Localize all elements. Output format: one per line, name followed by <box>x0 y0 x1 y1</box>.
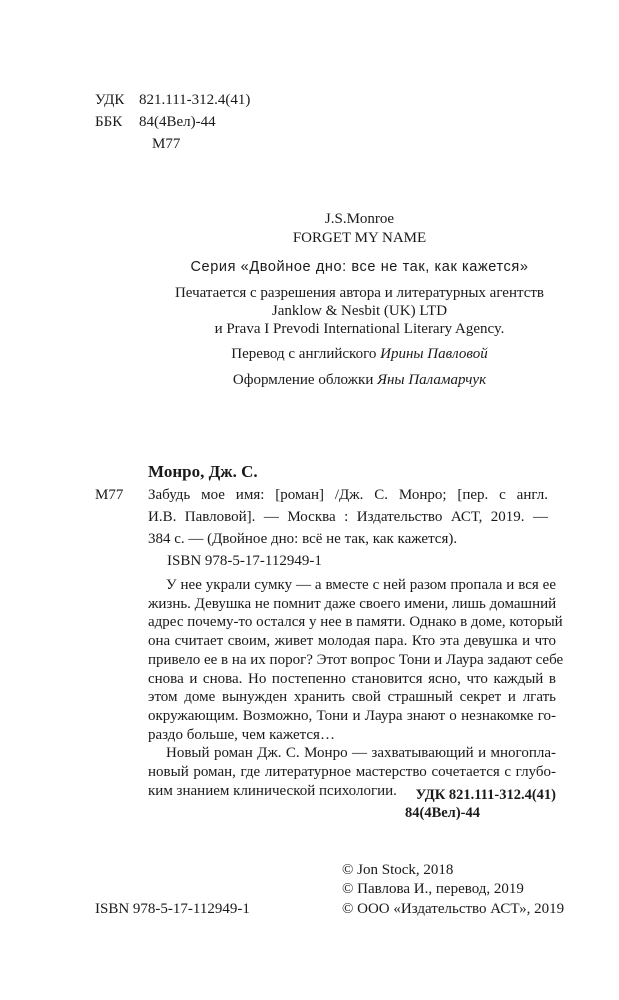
cover-credit <box>100 371 619 390</box>
annotation-line: жизнь. Девушка не помнит даже своего имени, лишь домашний <box>148 595 557 612</box>
annotation-line: окружающим. Возможно, Тони и Лаура знают о незнакомке го- <box>148 707 556 724</box>
original-author: J.S.Monroe <box>324 211 395 227</box>
udk-bottom: УДК 821.111-312.4(41) <box>415 787 556 803</box>
translation-credit <box>100 345 619 364</box>
bbk-value: 84(4Вел)-44 <box>139 114 216 130</box>
bbk-bottom: 84(4Вел)-44 <box>405 805 480 821</box>
udk-code <box>95 91 250 110</box>
catalog-author-heading: Монро, Дж. С. <box>148 462 258 481</box>
udk-value: 821.111-312.4(41) <box>139 92 251 108</box>
annotation-line: Новый роман Дж. С. Монро — захватывающий и многопла- <box>166 745 556 762</box>
bbk-code <box>95 113 216 132</box>
isbn-bottom: ISBN 978-5-17-112949-1 <box>95 901 250 917</box>
annotation-line: привело ее в на их порог? Этот вопрос Тони и Лаура задают себе <box>148 651 564 668</box>
annotation-line: раздо больше, чем кажется… <box>148 726 335 743</box>
catalog-line-3: 384 с. — (Двойное дно: всё не так, как кажется). <box>148 531 458 547</box>
udk-label: УДК <box>95 92 125 108</box>
copyright-line-2: © Павлова И., перевод, 2019 <box>342 881 524 897</box>
annotation-line: она считает своим, живет молодая пара. Кто эта девушка и что <box>148 633 556 650</box>
permission-line-3: и Prava I Prevodi International Literary Agency. <box>214 321 505 337</box>
annotation-line: У нее украли сумку — а вместе с ней разом пропала и вся ее <box>166 577 556 593</box>
annotation-line: новый роман, где литературное мастерство сочетается с глубо- <box>148 764 556 780</box>
permission-line-1: Печатается с разрешения автора и литературных агентств <box>174 285 545 301</box>
annotation-line: этом доме вынужден хранить свой страшный секрет и лгать <box>148 689 556 706</box>
annotation-line: ким знанием клинической психологии. <box>148 782 397 799</box>
series-line: Серия «Двойное дно: все не так, как кажется» <box>190 259 529 275</box>
author-mark: М77 <box>152 136 181 152</box>
permission-line-2: Janklow & Nesbit (UK) LTD <box>271 303 448 319</box>
translator-name: Ирины Павловой <box>380 346 488 362</box>
catalog-line-2: И.В. Павловой]. — Москва : Издательство АСТ, 2019. — <box>148 509 548 525</box>
bbk-label: ББК <box>95 114 123 130</box>
cover-designer-name: Яны Паламарчук <box>377 372 487 388</box>
catalog-line-1: Забудь мое имя: [роман] /Дж. С. Монро; [пер. с англ. <box>148 487 548 503</box>
cover-prefix: Оформление обложки <box>232 372 378 388</box>
original-title: FORGET MY NAME <box>292 230 427 246</box>
copyright-line-1: © Jon Stock, 2018 <box>342 862 454 878</box>
annotation-line: снова и снова. Но постепенно становится ясно, что каждый в <box>148 670 556 687</box>
annotation-line: адрес почему-то остался у нее в памяти. Однако в доме, который <box>148 614 563 631</box>
copyright-line-3: © ООО «Издательство АСТ», 2019 <box>342 901 565 917</box>
translation-prefix: Перевод с английского <box>231 346 381 362</box>
catalog-code: М77 <box>95 487 124 503</box>
catalog-isbn: ISBN 978-5-17-112949-1 <box>167 553 322 569</box>
